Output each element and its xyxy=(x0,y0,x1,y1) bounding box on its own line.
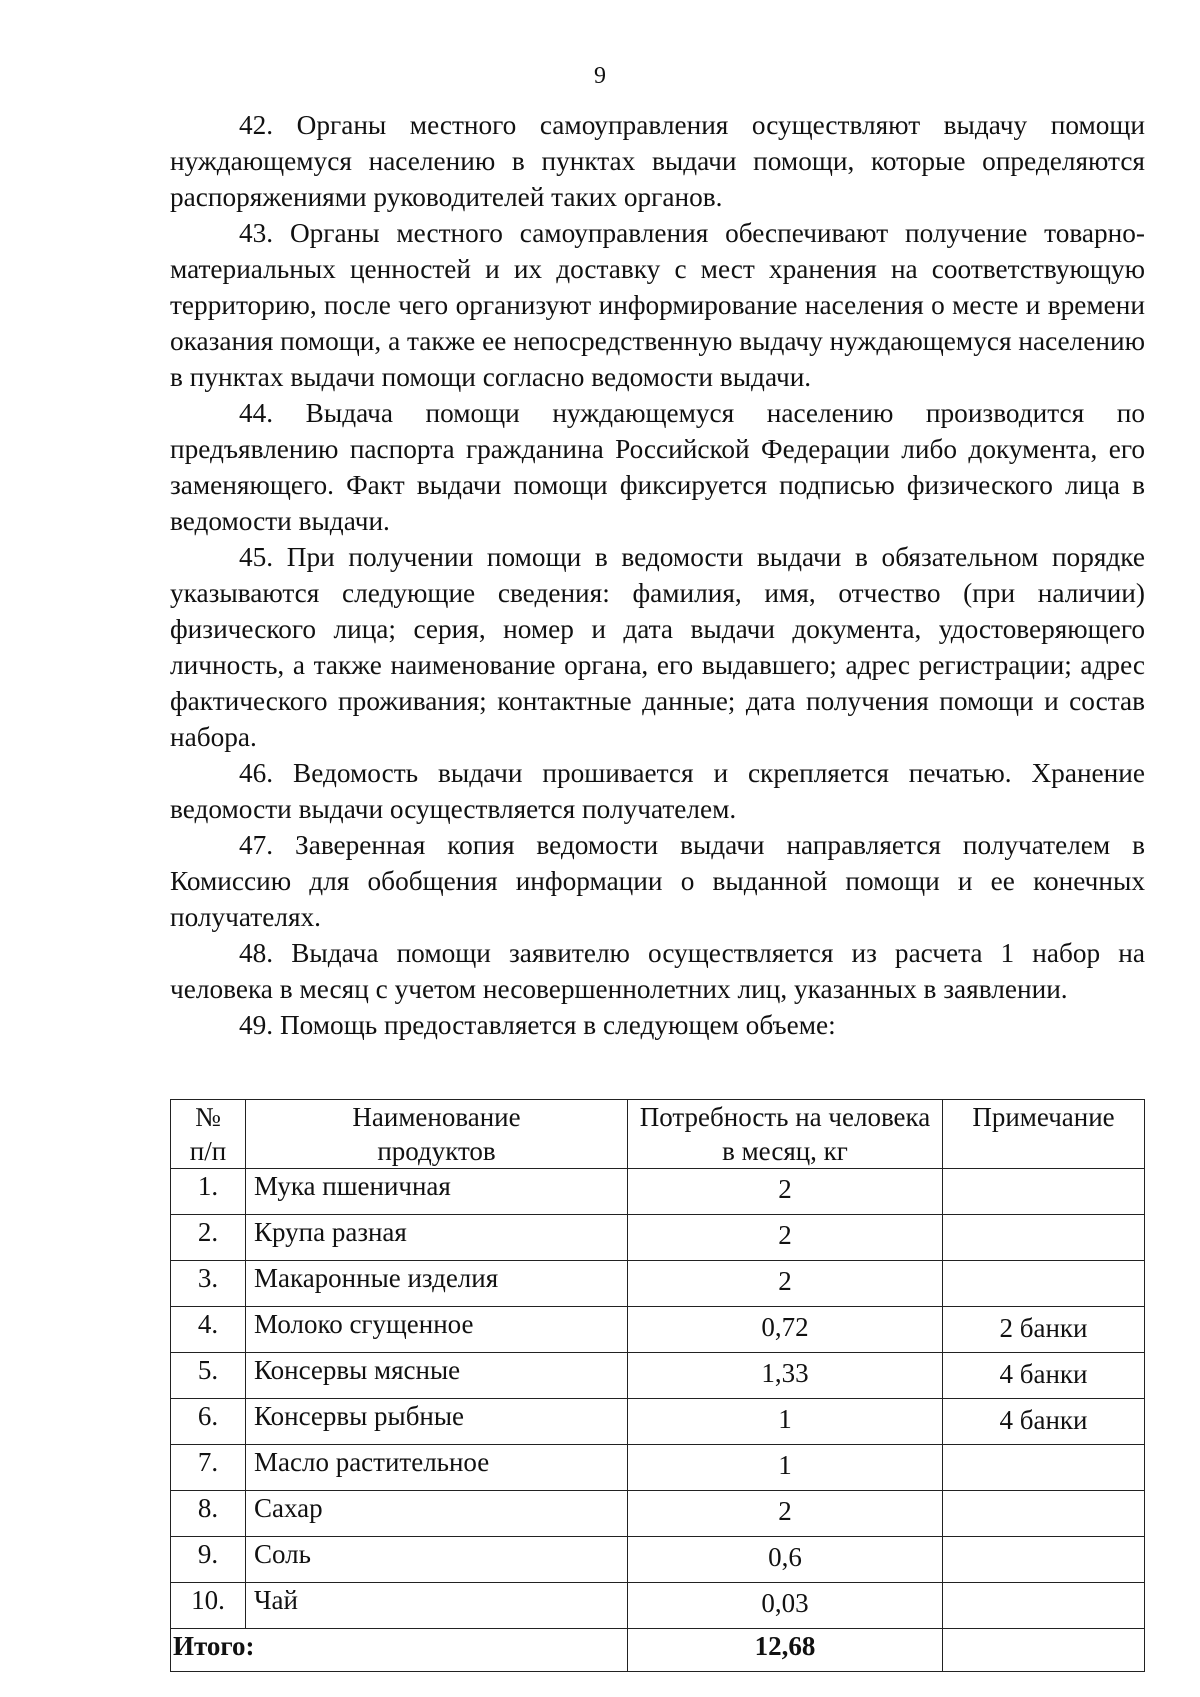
products-table xyxy=(170,1099,1145,1672)
table-row xyxy=(171,1215,1145,1261)
table-total-row xyxy=(171,1629,1145,1672)
table-row xyxy=(171,1353,1145,1399)
row-note xyxy=(943,1583,1145,1629)
row-note: 4 банки xyxy=(943,1353,1145,1399)
row-product-name: Консервы мясные xyxy=(246,1353,628,1399)
header-quantity-line1: Потребность на человека xyxy=(639,1102,931,1132)
row-product-name: Соль xyxy=(246,1537,628,1583)
products-table-wrapper xyxy=(170,1099,1144,1672)
table-header-row xyxy=(171,1100,1145,1169)
row-number: 9. xyxy=(171,1537,246,1583)
paragraph-48: 48. Выдача помощи заявителю осуществляется из расчета 1 набор на человека в месяц с учетом несовершеннолетних лиц, указанных в заявлении. xyxy=(170,938,1145,1004)
row-number: 7. xyxy=(171,1445,246,1491)
paragraph-43: 43. Органы местного самоуправления обеспечивают получение товарно-материальных ценностей и их доставку с мест хранения на соответствующую территорию, после чего организуют информирование населения о месте и времени оказания помощи, а также ее непосредственную выдачу нуждающемуся населению в пунктах выдачи помощи согласно ведомости выдачи. xyxy=(170,218,1145,392)
row-product-name: Чай xyxy=(246,1583,628,1629)
total-value: 12,68 xyxy=(628,1629,943,1672)
table-row xyxy=(171,1583,1145,1629)
header-number-line2: п/п xyxy=(189,1136,227,1166)
document-body xyxy=(170,107,1145,1043)
table-row xyxy=(171,1261,1145,1307)
header-quantity xyxy=(628,1100,943,1169)
row-quantity: 2 xyxy=(628,1169,943,1215)
table-row xyxy=(171,1399,1145,1445)
row-note: 4 банки xyxy=(943,1399,1145,1445)
row-note xyxy=(943,1491,1145,1537)
header-note xyxy=(943,1100,1145,1169)
row-number: 5. xyxy=(171,1353,246,1399)
header-number xyxy=(171,1100,246,1169)
row-quantity: 1 xyxy=(628,1399,943,1445)
header-product-name-line2: продуктов xyxy=(377,1136,496,1166)
page-number: 9 xyxy=(594,63,606,89)
header-product-name-line1: Наименование xyxy=(352,1102,521,1132)
row-note xyxy=(943,1445,1145,1491)
row-product-name: Макаронные изделия xyxy=(246,1261,628,1307)
row-product-name: Молоко сгущенное xyxy=(246,1307,628,1353)
paragraph-46: 46. Ведомость выдачи прошивается и скрепляется печатью. Хранение ведомости выдачи осуществляется получателем. xyxy=(170,758,1145,824)
row-quantity: 2 xyxy=(628,1491,943,1537)
row-note xyxy=(943,1169,1145,1215)
total-note xyxy=(943,1629,1145,1672)
row-product-name: Крупа разная xyxy=(246,1215,628,1261)
row-product-name: Сахар xyxy=(246,1491,628,1537)
row-note: 2 банки xyxy=(943,1307,1145,1353)
row-number: 6. xyxy=(171,1399,246,1445)
row-quantity: 0,03 xyxy=(628,1583,943,1629)
row-quantity: 2 xyxy=(628,1215,943,1261)
row-quantity: 1 xyxy=(628,1445,943,1491)
row-number: 2. xyxy=(171,1215,246,1261)
row-note xyxy=(943,1215,1145,1261)
paragraph-42: 42. Органы местного самоуправления осуществляют выдачу помощи нуждающемуся населению в пунктах выдачи помощи, которые определяются распоряжениями руководителей таких органов. xyxy=(170,110,1145,212)
total-label: Итого: xyxy=(171,1629,628,1672)
row-quantity: 2 xyxy=(628,1261,943,1307)
table-row xyxy=(171,1491,1145,1537)
paragraph-45: 45. При получении помощи в ведомости выдачи в обязательном порядке указываются следующие сведения: фамилия, имя, отчество (при наличии) физического лица; серия, номер и дата выдачи документа, удостоверяющего личность, а также наименование органа, его выдавшего; адрес регистрации; адрес фактического проживания; контактные данные; дата получения помощи и состав набора. xyxy=(170,542,1145,752)
paragraph-49: 49. Помощь предоставляется в следующем объеме: xyxy=(239,1010,836,1040)
paragraph-47: 47. Заверенная копия ведомости выдачи направляется получателем в Комиссию для обобщения информации о выданной помощи и ее конечных получателях. xyxy=(170,830,1145,932)
row-quantity: 1,33 xyxy=(628,1353,943,1399)
row-number: 4. xyxy=(171,1307,246,1353)
row-quantity: 0,6 xyxy=(628,1537,943,1583)
row-note xyxy=(943,1537,1145,1583)
row-product-name: Консервы рыбные xyxy=(246,1399,628,1445)
row-number: 1. xyxy=(171,1169,246,1215)
row-note xyxy=(943,1261,1145,1307)
row-product-name: Мука пшеничная xyxy=(246,1169,628,1215)
header-product-name xyxy=(246,1100,628,1169)
header-quantity-line2: в месяц, кг xyxy=(722,1136,848,1166)
row-number: 8. xyxy=(171,1491,246,1537)
table-row xyxy=(171,1537,1145,1583)
row-quantity: 0,72 xyxy=(628,1307,943,1353)
row-number: 3. xyxy=(171,1261,246,1307)
header-number-line1: № xyxy=(195,1102,221,1132)
paragraph-44: 44. Выдача помощи нуждающемуся населению производится по предъявлению паспорта гражданина Российской Федерации либо документа, его заменяющего. Факт выдачи помощи фиксируется подписью физического лица в ведомости выдачи. xyxy=(170,398,1145,536)
row-product-name: Масло растительное xyxy=(246,1445,628,1491)
table-row xyxy=(171,1307,1145,1353)
header-note-label: Примечание xyxy=(972,1102,1115,1132)
row-number: 10. xyxy=(171,1583,246,1629)
table-row xyxy=(171,1169,1145,1215)
table-row xyxy=(171,1445,1145,1491)
